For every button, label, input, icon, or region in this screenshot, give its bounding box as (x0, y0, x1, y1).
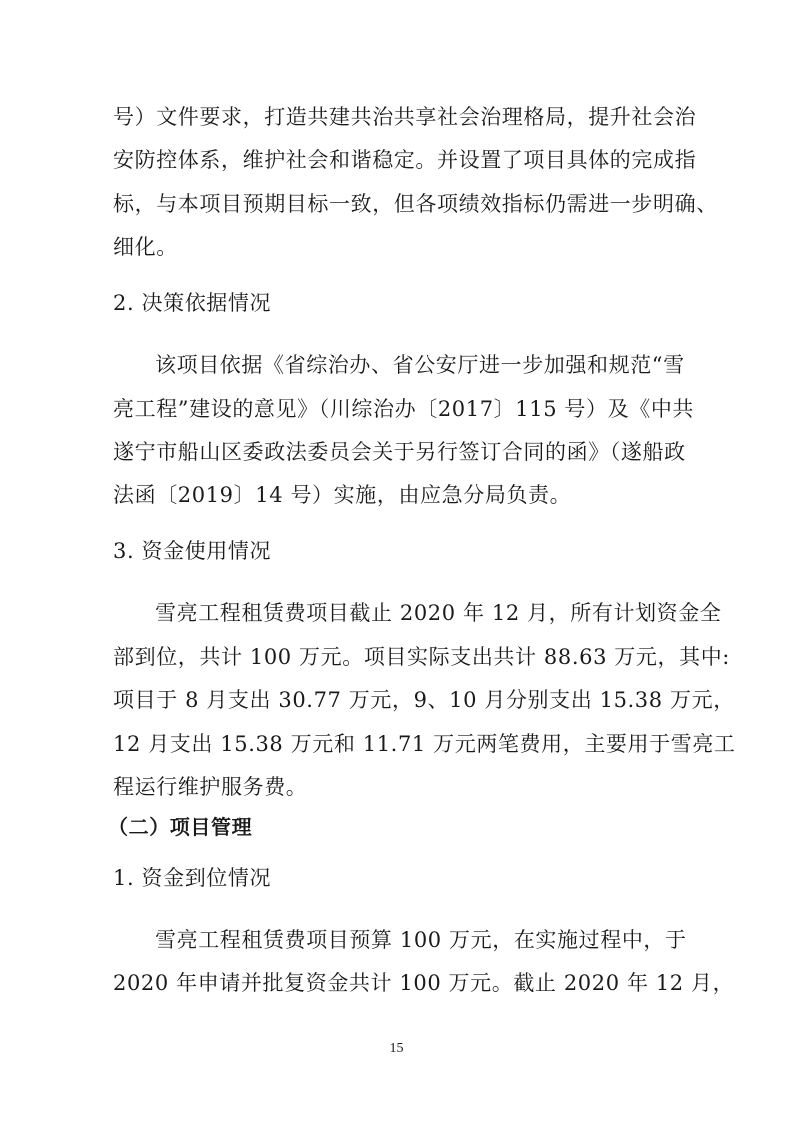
paragraph-line: 项目于 8 月支出 30.77 万元，9、10 月分别支出 15.38 万元， (113, 688, 735, 712)
paragraph-line: 2020 年申请并批复资金共计 100 万元。截止 2020 年 12 月， (113, 971, 735, 995)
paragraph-line: 12 月支出 15.38 万元和 11.71 万元两笔费用，主要用于雪亮工 (113, 732, 736, 756)
paragraph-line: 雪亮工程租赁费项目预算 100 万元，在实施过程中，于 (155, 928, 687, 952)
heading-funds-usage: 3. 资金使用情况 (113, 539, 272, 563)
paragraph-line: 雪亮工程租赁费项目截止 2020 年 12 月，所有计划资金全 (155, 601, 722, 625)
paragraph-line: 亮工程”建设的意见》（川综治办〔2017〕115 号）及《中共 (113, 397, 695, 421)
paragraph-line: 遂宁市船山区委政法委员会关于另行签订合同的函》（遂船政 (113, 440, 686, 464)
heading-funds-arrival: 1. 资金到位情况 (113, 866, 272, 890)
paragraph-line: 法函〔2019〕14 号）实施，由应急分局负责。 (113, 483, 572, 507)
paragraph-line: 程运行维护服务费。 (113, 775, 308, 799)
heading-decision-basis: 2. 决策依据情况 (113, 291, 272, 315)
paragraph-line: 部到位，共计 100 万元。项目实际支出共计 88.63 万元，其中: (113, 645, 730, 669)
paragraph-line: 标，与本项目预期目标一致，但各项绩效指标仍需进一步明确、 (113, 192, 718, 216)
paragraph-line: 细化。 (113, 235, 178, 259)
paragraph-line: 该项目依据《省综治办、省公安厅进一步加强和规范“雪 (155, 353, 685, 377)
paragraph-line: 安防控体系，维护社会和谐稳定。并设置了项目具体的完成指 (113, 148, 697, 172)
page-number: 15 (389, 1041, 404, 1056)
section-heading-project-management: （二）项目管理 (108, 815, 253, 839)
paragraph-line: 号）文件要求，打造共建共治共享社会治理格局，提升社会治 (113, 105, 697, 129)
